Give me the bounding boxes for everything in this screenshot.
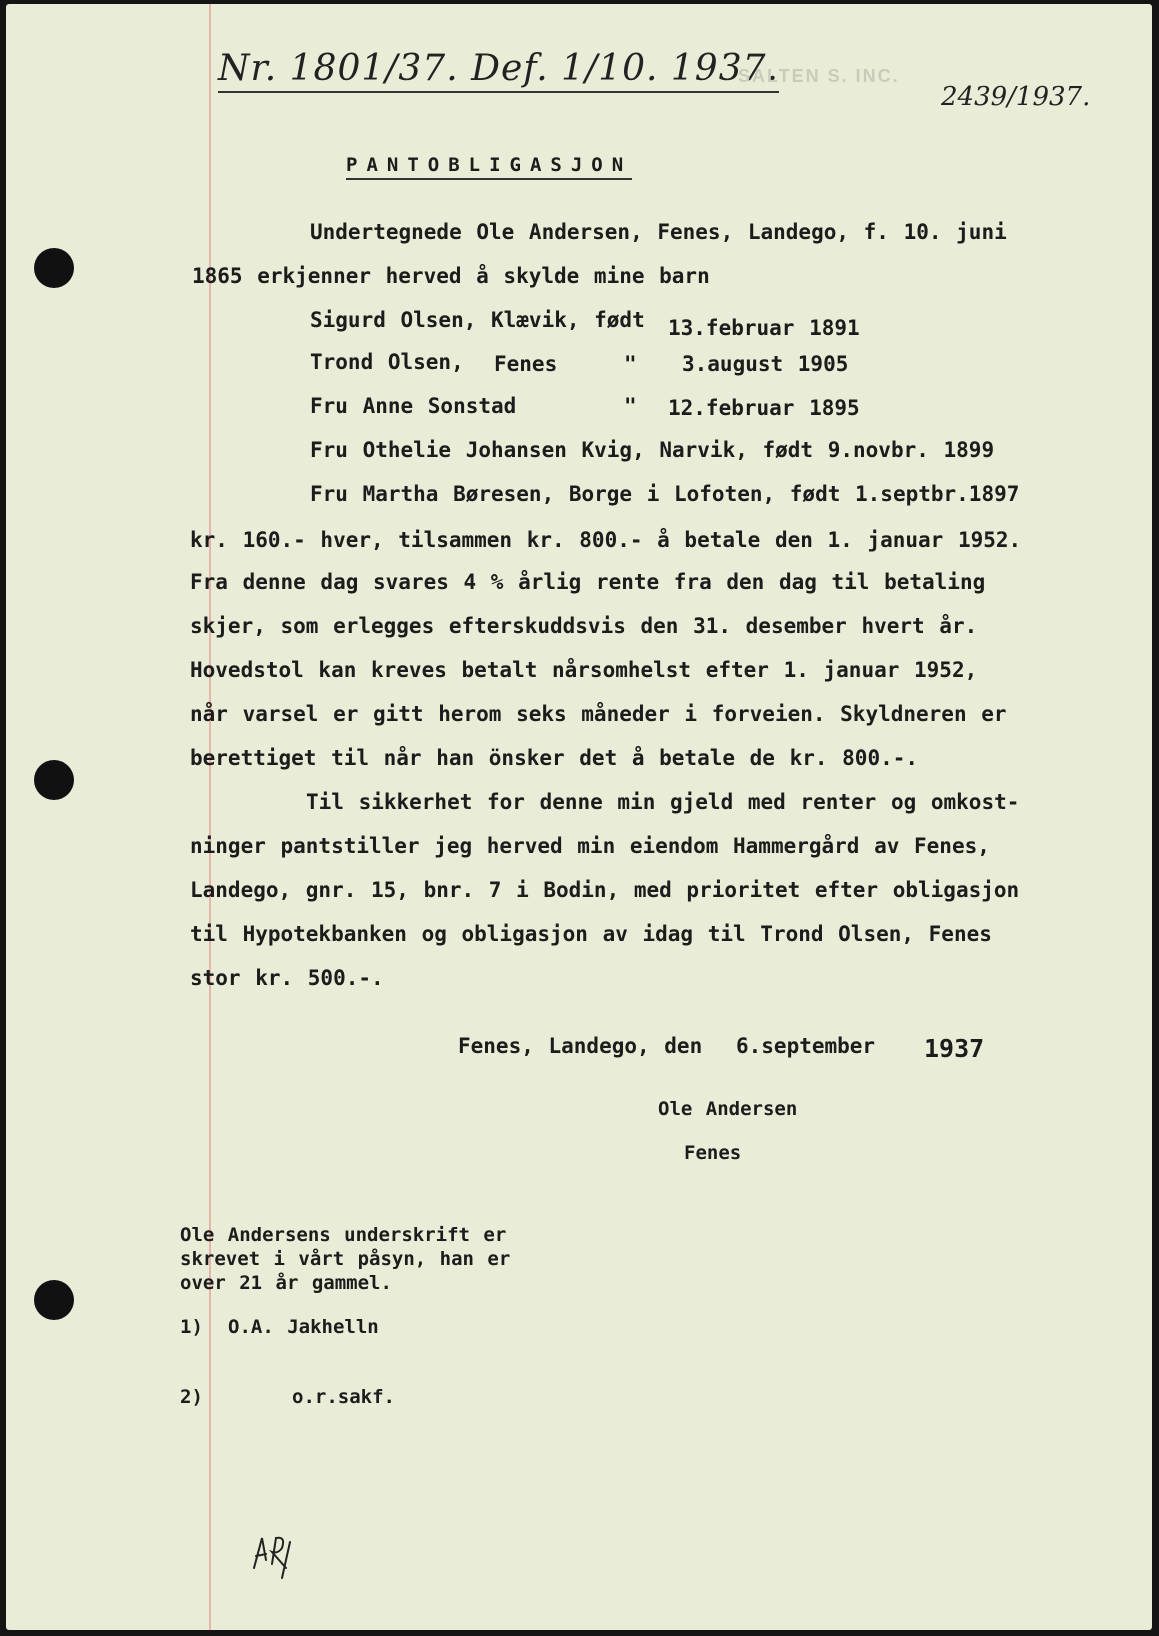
body-line: når varsel er gitt herom seks måneder i forveien. Skyldneren er bbox=[190, 702, 1007, 726]
signer-place: Fenes bbox=[684, 1142, 742, 1164]
case-number: 2439/1937. bbox=[941, 82, 1091, 112]
witness-line: over 21 år gammel. bbox=[180, 1272, 392, 1294]
punch-hole-middle bbox=[34, 760, 74, 800]
witness-1-number: 1) bbox=[180, 1316, 203, 1338]
witness-2-number: 2) bbox=[180, 1386, 203, 1408]
witness-line: Ole Andersens underskrift er bbox=[180, 1224, 507, 1246]
body-line: " bbox=[624, 394, 637, 418]
body-line: Til sikkerhet for denne min gjeld med renter og omkost- bbox=[306, 790, 1020, 814]
witness-line: skrevet i vårt påsyn, han er bbox=[180, 1248, 511, 1270]
body-line: skjer, som erlegges efterskuddsvis den 31. desember hvert år. bbox=[190, 614, 978, 638]
body-line: Landego, gnr. 15, bnr. 7 i Bodin, med prioritet efter obligasjon bbox=[190, 878, 1020, 902]
body-line: Hovedstol kan kreves betalt nårsomhelst efter 1. januar 1952, bbox=[190, 658, 978, 682]
body-line: 12.februar 1895 bbox=[668, 396, 860, 420]
initials-signature bbox=[246, 1524, 306, 1584]
body-line: til Hypotekbanken og obligasjon av idag til Trond Olsen, Fenes bbox=[190, 922, 992, 946]
place-date: Fenes, Landego, den bbox=[458, 1034, 703, 1058]
body-line: Undertegnede Ole Andersen, Fenes, Landego, f. 10. juni bbox=[310, 220, 1007, 244]
registry-stamp: SALTEN S. INC. bbox=[738, 66, 900, 86]
body-line: stor kr. 500.-. bbox=[190, 966, 384, 990]
body-line: 3.august 1905 bbox=[682, 352, 849, 376]
margin-line bbox=[209, 4, 211, 1630]
date-day: 6.september bbox=[736, 1034, 876, 1058]
body-line: Fru Othelie Johansen Kvig, Narvik, født 9.novbr. 1899 bbox=[310, 438, 995, 462]
witness-1-name: O.A. Jakhelln bbox=[228, 1316, 379, 1338]
body-line: Sigurd Olsen, Klævik, født bbox=[310, 308, 645, 332]
body-line: kr. 160.- hver, tilsammen kr. 800.- å betale den 1. januar 1952. bbox=[190, 528, 1022, 552]
body-line: berettiget til når han önsker det å betale de kr. 800.-. bbox=[190, 746, 919, 770]
punch-hole-top bbox=[34, 248, 74, 288]
signer-name: Ole Andersen bbox=[658, 1098, 798, 1120]
registration-note: Nr. 1801/37. Def. 1/10. 1937. bbox=[218, 48, 779, 93]
document-page bbox=[6, 4, 1152, 1630]
body-line: Trond Olsen, bbox=[310, 350, 464, 374]
body-line: " bbox=[624, 352, 637, 376]
date-year: 1937 bbox=[924, 1034, 985, 1063]
body-line: Fru Anne Sonstad bbox=[310, 394, 517, 418]
witness-2-name: o.r.sakf. bbox=[292, 1386, 395, 1408]
body-line: Fra denne dag svares 4 % årlig rente fra den dag til betaling bbox=[190, 570, 986, 594]
punch-hole-bottom bbox=[34, 1280, 74, 1320]
body-line: ninger pantstiller jeg herved min eiendom Hammergård av Fenes, bbox=[190, 834, 990, 858]
document-title: PANTOBLIGASJON bbox=[346, 154, 632, 180]
body-line: Fenes bbox=[494, 352, 558, 376]
body-line: 13.februar 1891 bbox=[668, 316, 860, 340]
body-line: Fru Martha Børesen, Borge i Lofoten, født 1.septbr.1897 bbox=[310, 482, 1020, 506]
body-line: 1865 erkjenner herved å skylde mine barn bbox=[192, 264, 710, 288]
